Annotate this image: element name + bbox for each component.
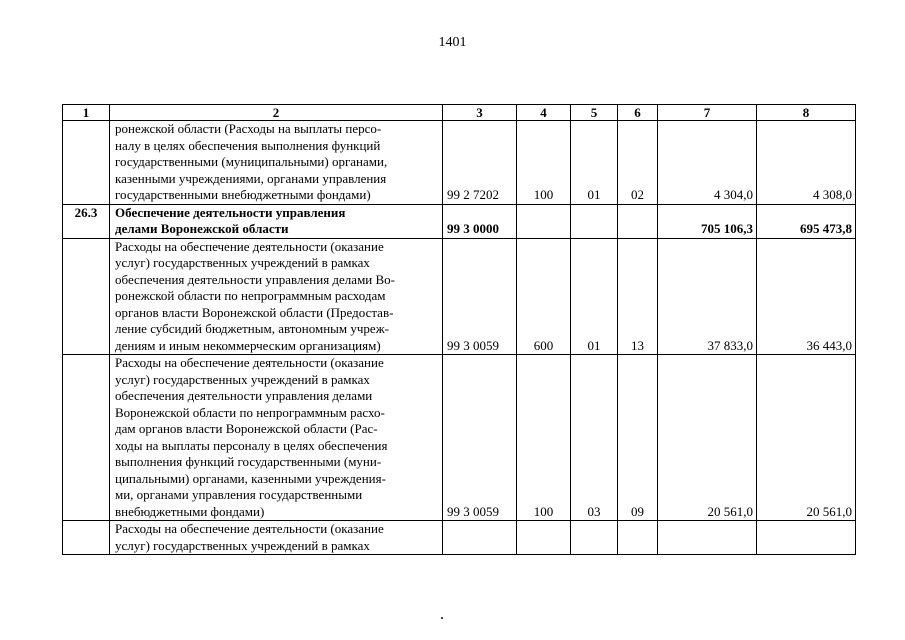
amount-year-2: 4 308,0: [757, 121, 856, 205]
header-row: [63, 105, 856, 121]
description-line: ципальными) органами, казенными учреждения-: [115, 470, 386, 486]
expense-type: 100: [517, 355, 571, 521]
description-line: государственными (муниципальными) органами,: [115, 154, 388, 169]
target-code: 99 2 7202: [443, 121, 517, 205]
target-code: 99 3 0059: [443, 355, 517, 521]
description-line: выполнения функций государственными (муни-: [115, 454, 382, 469]
description-line: обеспечения деятельности управления делами Во-: [115, 271, 396, 287]
table-row: [63, 204, 856, 238]
description-line: органов власти Воронежской области (Предостав-: [115, 304, 394, 320]
amount-year-1: [658, 521, 757, 555]
scan-speck: [441, 617, 443, 619]
amount-year-2: 36 443,0: [757, 238, 856, 355]
description-line: Обеспечение деятельности управления: [115, 204, 346, 220]
amount-year-1: 705 106,3: [658, 204, 757, 238]
expense-type: [517, 204, 571, 238]
description-line: Расходы на обеспечение деятельности (оказание: [115, 238, 384, 254]
amount-year-1: 4 304,0: [658, 121, 757, 205]
table-row: [63, 521, 856, 555]
row-description: [110, 238, 443, 355]
description-line: дам органов власти Воронежской области (Рас-: [115, 421, 378, 436]
subsection: 13: [618, 238, 658, 355]
target-code: [443, 521, 517, 555]
row-number: [63, 121, 110, 205]
description-line: Расходы на обеспечение деятельности (оказание: [115, 355, 384, 370]
expense-type: [517, 521, 571, 555]
amount-year-2: 695 473,8: [757, 204, 856, 238]
target-code: 99 3 0059: [443, 238, 517, 355]
amount-year-2: [757, 521, 856, 555]
description-line: ходы на выплаты персоналу в целях обеспечения: [115, 437, 388, 453]
col-header-2: 2: [110, 105, 443, 121]
row-description: [110, 355, 443, 521]
col-header-5: 5: [571, 105, 618, 121]
expense-type: 600: [517, 238, 571, 355]
description-line: ронежской области (Расходы на выплаты персо-: [115, 121, 382, 136]
description-line: государственными внебюджетными фондами): [115, 187, 371, 202]
table-row: [63, 355, 856, 521]
target-code: 99 3 0000: [443, 204, 517, 238]
description-line: услуг) государственных учреждений в рамках: [115, 255, 370, 270]
row-number: 26.3: [63, 204, 110, 238]
description-line: ми, органами управления государственными: [115, 487, 363, 502]
subsection: [618, 521, 658, 555]
amount-year-2: 20 561,0: [757, 355, 856, 521]
subsection: 02: [618, 121, 658, 205]
description-line: услуг) государственных учреждений в рамках: [115, 371, 370, 387]
subsection: [618, 204, 658, 238]
row-description: [110, 521, 443, 555]
page-number: 1401: [438, 35, 467, 50]
description-line: дениям и иным некоммерческим организациям): [115, 337, 381, 353]
description-line: внебюджетными фондами): [115, 503, 265, 519]
description-line: ление субсидий бюджетным, автономным учреж-: [115, 321, 390, 336]
description-line: Расходы на обеспечение деятельности (оказание: [115, 521, 384, 536]
description-line: ронежской области по непрограммным расходам: [115, 288, 386, 303]
row-description: [110, 204, 443, 238]
description-line: налу в целях обеспечения выполнения функций: [115, 137, 381, 153]
row-number: [63, 521, 110, 555]
expense-type: 100: [517, 121, 571, 205]
table-row: [63, 121, 856, 205]
col-header-3: 3: [443, 105, 517, 121]
description-line: обеспечения деятельности управления делами: [115, 388, 373, 403]
table-row: [63, 238, 856, 355]
amount-year-1: 20 561,0: [658, 355, 757, 521]
row-number: [63, 355, 110, 521]
section: [571, 521, 618, 555]
amount-year-1: 37 833,0: [658, 238, 757, 355]
section: 01: [571, 121, 618, 205]
col-header-8: 8: [757, 105, 856, 121]
description-line: услуг) государственных учреждений в рамках: [115, 537, 370, 553]
section: [571, 204, 618, 238]
col-header-6: 6: [618, 105, 658, 121]
description-line: Воронежской области по непрограммным расхо-: [115, 404, 385, 420]
section: 03: [571, 355, 618, 521]
row-number: [63, 238, 110, 355]
description-line: казенными учреждениями, органами управления: [115, 170, 387, 186]
col-header-7: 7: [658, 105, 757, 121]
subsection: 09: [618, 355, 658, 521]
col-header-1: 1: [63, 105, 110, 121]
row-description: [110, 121, 443, 205]
col-header-4: 4: [517, 105, 571, 121]
section: 01: [571, 238, 618, 355]
description-line: делами Воронежской области: [115, 221, 289, 236]
budget-table: [62, 104, 856, 555]
